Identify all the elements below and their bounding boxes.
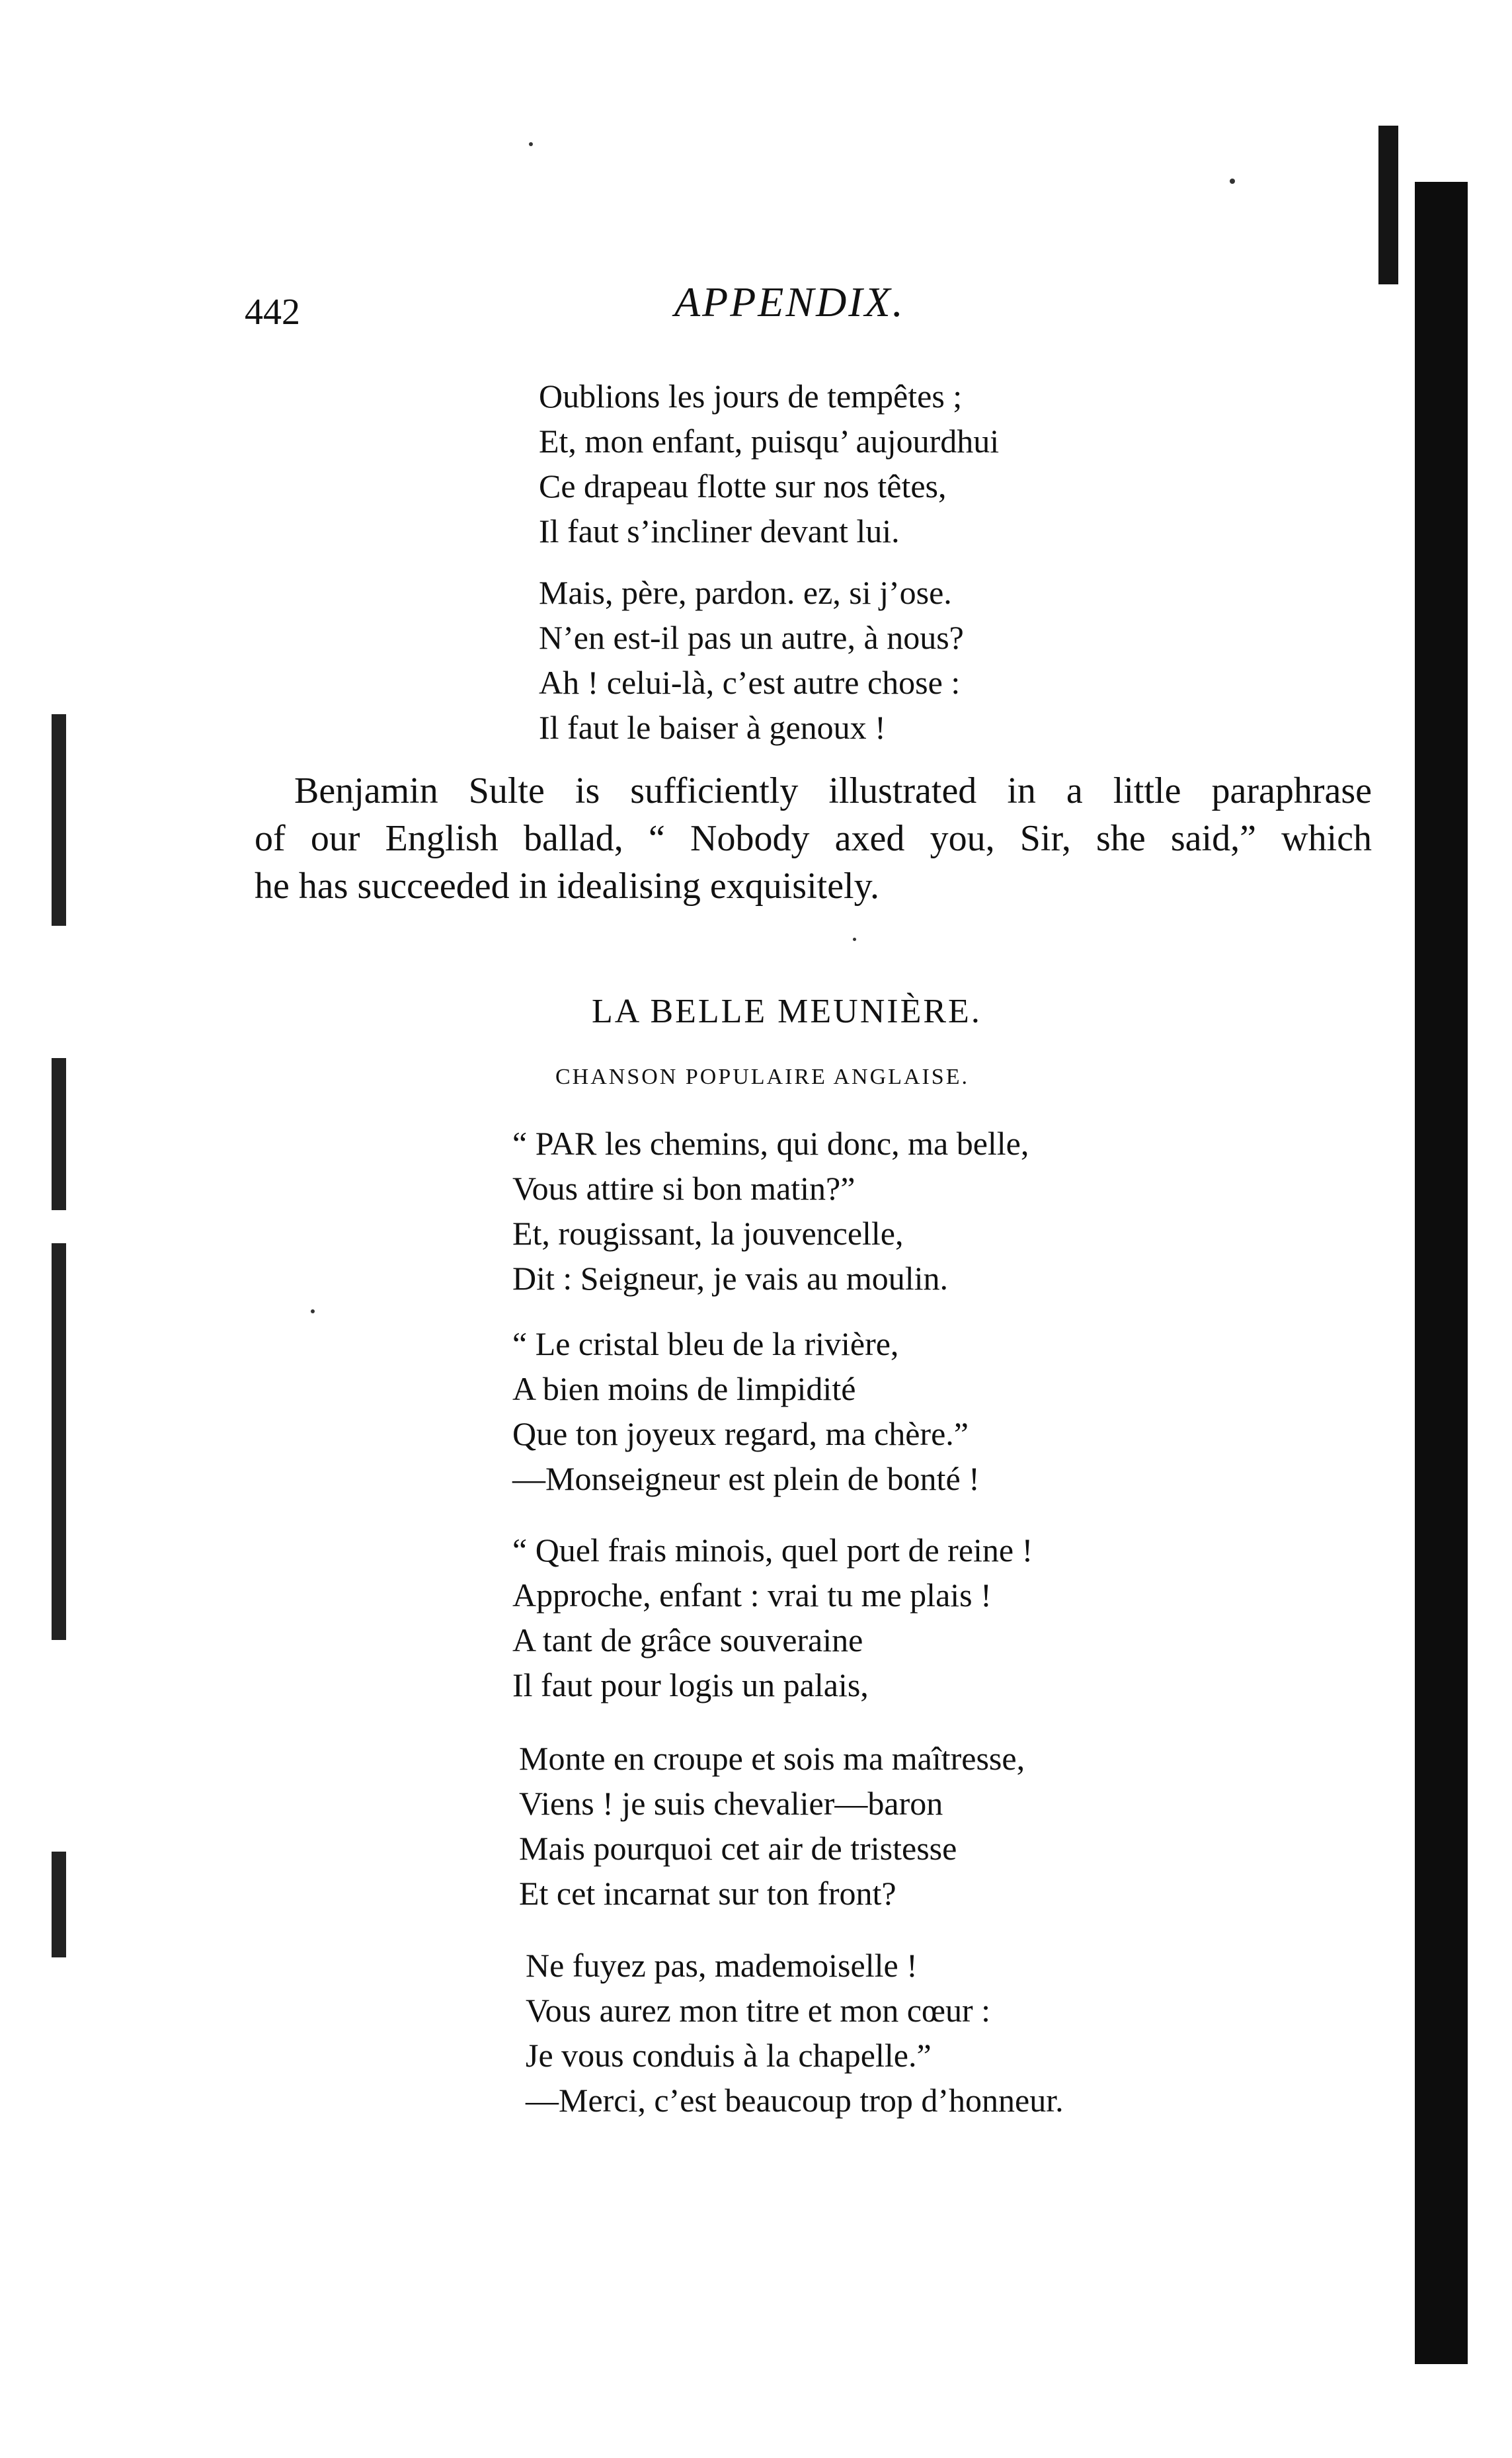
scan-edge-shadow-left-1 [52, 714, 66, 926]
scan-edge-shadow-left-3 [52, 1243, 66, 1640]
page-number: 442 [245, 292, 300, 333]
poem-line: Et, rougissant, la jouvencelle, [512, 1215, 904, 1252]
poem-line: A bien moins de limpidité [512, 1370, 856, 1407]
prose-line: of our English ballad, “ Nobody axed you, Sir, she said,” which [255, 818, 1372, 859]
verse-line: Il faut le baiser à genoux ! [539, 709, 886, 746]
poem-line: Monte en croupe et sois ma maîtresse, [519, 1740, 1025, 1777]
scan-edge-shadow-right [1415, 182, 1468, 2364]
poem-line: “ Le cristal bleu de la rivière, [512, 1325, 899, 1362]
running-head: APPENDIX. [674, 278, 905, 325]
poem-line: Viens ! je suis chevalier—baron [519, 1785, 943, 1822]
poem-line: Dit : Seigneur, je vais au moulin. [512, 1260, 949, 1297]
poem-stanza-2 [512, 1321, 980, 1501]
scan-edge-shadow-top [1378, 126, 1398, 284]
poem-stanza-5 [526, 1943, 1064, 2123]
poem-line: “ PAR les chemins, qui donc, ma belle, [512, 1125, 1029, 1162]
verse-line: Ah ! celui-là, c’est autre chose : [539, 664, 961, 701]
scan-speck [853, 938, 856, 941]
poem-line: Vous aurez mon titre et mon cœur : [526, 1992, 991, 2029]
poem-line: A tant de grâce souveraine [512, 1621, 863, 1659]
prose-line: Benjamin Sulte is sufficiently illustrated in a little paraphrase [294, 770, 1372, 811]
page-header [0, 278, 1512, 350]
poem-line: Approche, enfant : vrai tu me plais ! [512, 1577, 992, 1614]
poem-stanza-1 [512, 1121, 1029, 1301]
poem-title: LA BELLE MEUNIÈRE. [592, 993, 982, 1030]
scan-speck [311, 1309, 315, 1313]
poem-line: Il faut pour logis un palais, [512, 1666, 869, 1703]
verse-line: Il faut s’incliner devant lui. [539, 512, 900, 550]
poem-subtitle: CHANSON POPULAIRE ANGLAISE. [555, 1065, 969, 1089]
verse-line: Oublions les jours de tempêtes ; [539, 378, 963, 415]
verse-line: Ce drapeau flotte sur nos têtes, [539, 468, 947, 505]
poem-stanza-4 [519, 1736, 1025, 1916]
poem-line: Que ton joyeux regard, ma chère.” [512, 1415, 969, 1452]
poem-line: —Monseigneur est plein de bonté ! [512, 1460, 980, 1497]
poem-line: Ne fuyez pas, mademoiselle ! [526, 1947, 918, 1984]
verse-line: Mais, père, pardon. ez, si j’ose. [539, 574, 952, 611]
poem-line: Je vous conduis à la chapelle.” [526, 2037, 932, 2074]
poem-line: —Merci, c’est beaucoup trop d’honneur. [526, 2082, 1064, 2119]
scan-speck [529, 142, 533, 146]
verse-stanza-1 [539, 374, 999, 553]
verse-line: N’en est-il pas un autre, à nous? [539, 619, 964, 656]
scan-edge-shadow-left-4 [52, 1852, 66, 1957]
scan-edge-shadow-left-2 [52, 1058, 66, 1210]
verse-stanza-2 [539, 570, 964, 750]
scan-speck [1230, 179, 1235, 184]
prose-paragraph [255, 767, 1372, 910]
prose-line: he has succeeded in idealising exquisitely. [255, 866, 879, 907]
poem-line: “ Quel frais minois, quel port de reine ! [512, 1532, 1033, 1569]
poem-stanza-3 [512, 1528, 1033, 1707]
poem-line: Mais pourquoi cet air de tristesse [519, 1830, 957, 1867]
verse-line: Et, mon enfant, puisqu’ aujourdhui [539, 423, 1000, 460]
poem-line: Et cet incarnat sur ton front? [519, 1875, 896, 1912]
poem-line: Vous attire si bon matin?” [512, 1170, 855, 1207]
